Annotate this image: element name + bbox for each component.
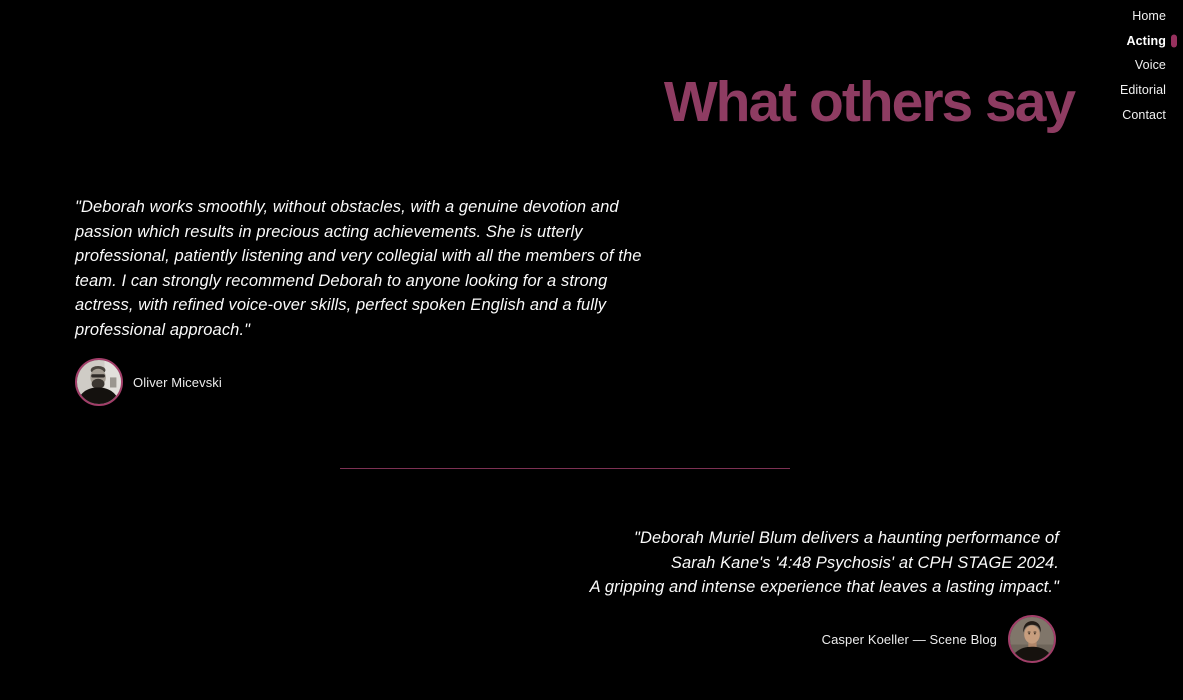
avatar-oliver-micevski bbox=[75, 358, 123, 406]
active-indicator bbox=[1171, 34, 1177, 47]
testimonial-quote-2 bbox=[590, 526, 1059, 600]
nav-item-contact[interactable]: Contact bbox=[1122, 107, 1166, 122]
quote-line: Sarah Kane's '4:48 Psychosis' at CPH STAGE 2024. bbox=[670, 553, 1059, 572]
author-name: Oliver Micevski bbox=[133, 374, 222, 390]
testimonial-attribution-2 bbox=[822, 615, 1056, 663]
nav-item-voice[interactable]: Voice bbox=[1134, 58, 1166, 73]
nav-item-acting[interactable] bbox=[1120, 29, 1166, 54]
avatar-casper-koeller bbox=[1008, 615, 1056, 663]
testimonial-attribution-1 bbox=[75, 358, 222, 406]
quote-line: actress, with refined voice-over skills, perfect spoken English and a fully bbox=[75, 296, 607, 315]
quote-line: team. I can strongly recommend Deborah to anyone looking for a strong bbox=[75, 271, 608, 290]
color-portrait-photo bbox=[1010, 617, 1054, 661]
testimonial-quote-1 bbox=[75, 195, 642, 343]
quote-line: A gripping and intense experience that leaves a lasting impact." bbox=[589, 578, 1059, 597]
quote-line: passion which results in precious acting achievements. She is utterly bbox=[75, 222, 583, 241]
quote-line: professional approach." bbox=[75, 320, 251, 339]
quote-line: "Deborah works smoothly, without obstacles, with a genuine devotion and bbox=[75, 198, 619, 216]
quote-line: "Deborah Muriel Blum delivers a haunting performance of bbox=[634, 529, 1059, 547]
author-name: Casper Koeller — Scene Blog bbox=[821, 631, 997, 647]
nav-item-acting-label: Acting bbox=[1126, 33, 1166, 48]
nav-item-home[interactable]: Home bbox=[1132, 9, 1166, 24]
nav-item-editorial[interactable]: Editorial bbox=[1119, 83, 1166, 98]
bw-portrait-photo bbox=[77, 360, 121, 404]
section-divider bbox=[340, 468, 790, 469]
quote-line: professional, patiently listening and very collegial with all the members of the bbox=[75, 247, 642, 266]
page-title: What others say bbox=[663, 70, 1075, 135]
